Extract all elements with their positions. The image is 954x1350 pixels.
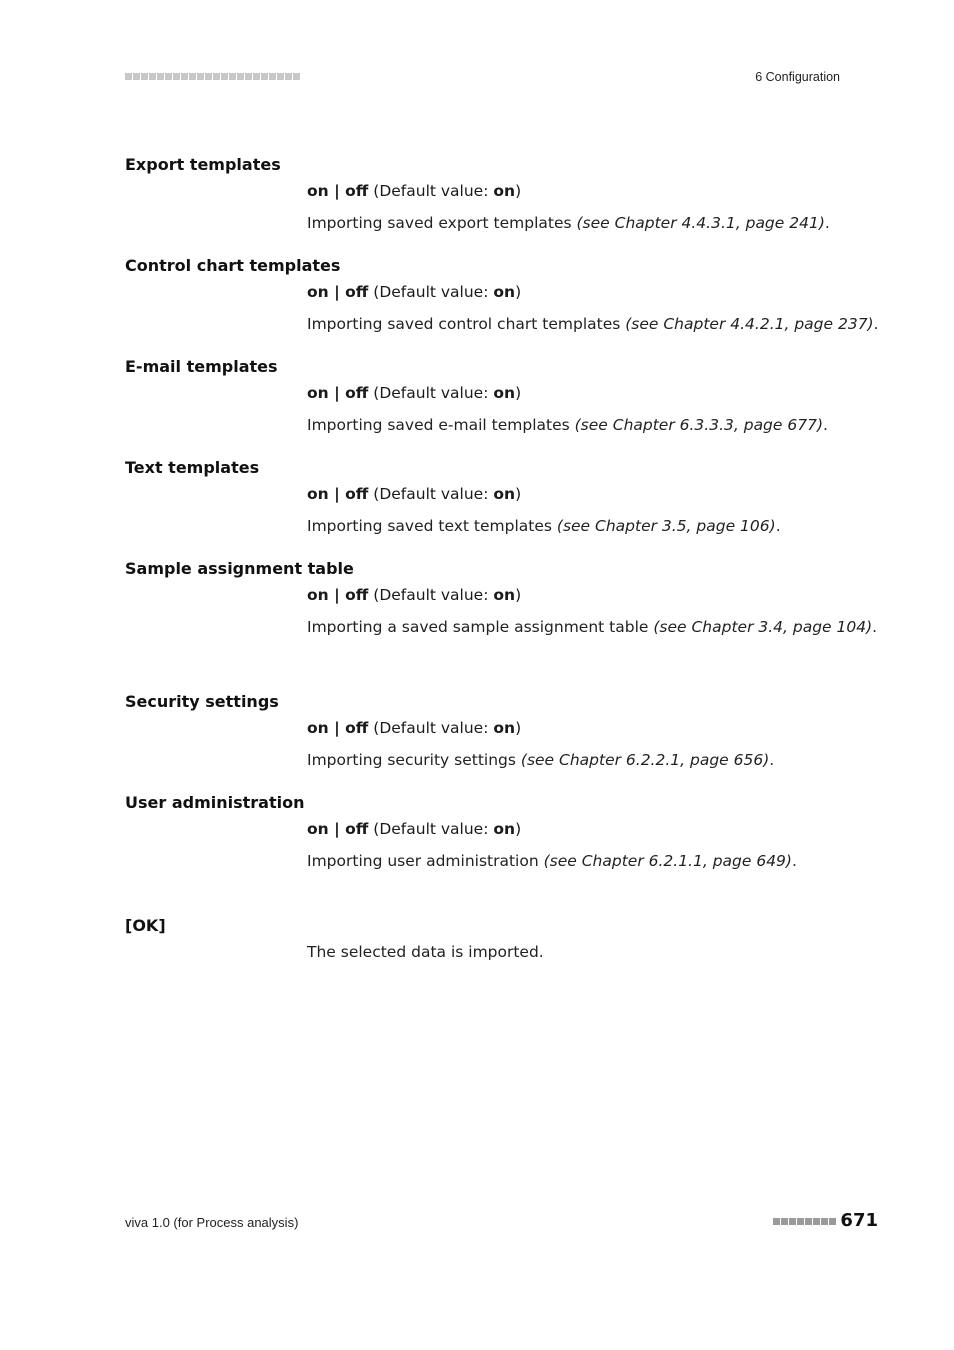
entry-description: Importing saved control chart templates (see Chapter 4.4.2.1, page 237). (307, 315, 879, 333)
entry-term: Export templates (125, 155, 281, 174)
entry-description: Importing security settings (see Chapter 6.2.2.1, page 656). (307, 751, 775, 769)
entry-values: on | off (Default value: on) (307, 283, 522, 301)
entry-values: on | off (Default value: on) (307, 586, 522, 604)
entry-term: Text templates (125, 458, 260, 477)
chapter-reference: (see Chapter 4.4.3.1, page 241) (576, 214, 825, 232)
entry-description: Importing user administration (see Chapter 6.2.1.1, page 649). (307, 852, 797, 870)
entry-term: Security settings (125, 692, 279, 711)
chapter-reference: (see Chapter 3.5, page 106) (556, 517, 776, 535)
entry-description: Importing saved text templates (see Chapter 3.5, page 106). (307, 517, 781, 535)
entry-term: E-mail templates (125, 357, 278, 376)
header-chapter: 6 Configuration (755, 70, 840, 84)
entry-values: on | off (Default value: on) (307, 719, 522, 737)
entry-values: on | off (Default value: on) (307, 384, 522, 402)
footer-product: viva 1.0 (for Process analysis) (125, 1215, 299, 1230)
entry-description: Importing saved export templates (see Chapter 4.4.3.1, page 241). (307, 214, 830, 232)
header-decoration (125, 73, 300, 81)
entry-term: Control chart templates (125, 256, 341, 275)
chapter-reference: (see Chapter 6.3.3.3, page 677) (574, 416, 823, 434)
entry-term: User administration (125, 793, 305, 812)
entry-values: on | off (Default value: on) (307, 182, 522, 200)
chapter-reference: (see Chapter 4.4.2.1, page 237) (625, 315, 874, 333)
chapter-reference: (see Chapter 3.4, page 104) (653, 618, 873, 636)
ok-description: The selected data is imported. (307, 943, 544, 961)
entry-description: Importing a saved sample assignment table (see Chapter 3.4, page 104). (307, 618, 878, 636)
footer-decoration (773, 1218, 836, 1225)
ok-term: [OK] (125, 916, 166, 935)
chapter-reference: (see Chapter 6.2.1.1, page 649) (543, 852, 792, 870)
page-number: 671 (840, 1210, 878, 1231)
entry-values: on | off (Default value: on) (307, 820, 522, 838)
entry-description: Importing saved e-mail templates (see Chapter 6.3.3.3, page 677). (307, 416, 828, 434)
entry-values: on | off (Default value: on) (307, 485, 522, 503)
chapter-reference: (see Chapter 6.2.2.1, page 656) (520, 751, 770, 769)
entry-term: Sample assignment table (125, 559, 354, 578)
